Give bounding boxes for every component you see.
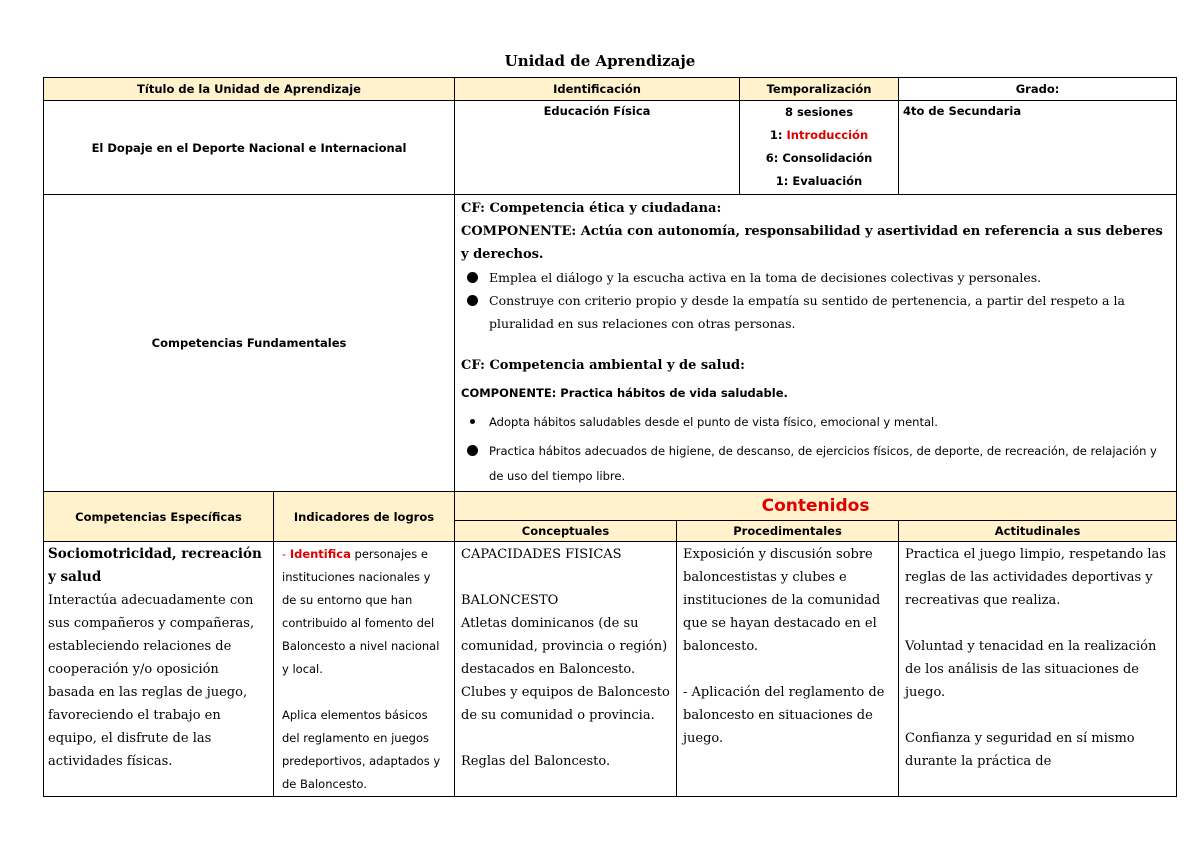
header-conceptuales: Conceptuales bbox=[455, 521, 677, 542]
header-actitudinales: Actitudinales bbox=[899, 521, 1177, 542]
header-indicadores: Indicadores de logros bbox=[274, 492, 455, 542]
unit-identificacion: Educación Física bbox=[455, 101, 740, 195]
header-titulo: Título de la Unidad de Aprendizaje bbox=[44, 78, 455, 101]
bullet-icon bbox=[467, 295, 478, 306]
bullet-icon bbox=[467, 272, 478, 283]
list-item: Practica hábitos adecuados de higiene, de descanso, de ejercicios físicos, de deporte, de recreación, de relajación y de uso del tiempo libre. bbox=[489, 439, 1170, 489]
cf2-componente: COMPONENTE: Practica hábitos de vida saludable. bbox=[461, 386, 788, 400]
unit-titulo: El Dopaje en el Deporte Nacional e Internacional bbox=[44, 101, 455, 195]
cf1-componente: COMPONENTE: Actúa con autonomía, responsabilidad y asertividad en referencia a sus deberes y derechos. bbox=[461, 224, 1163, 262]
bullet-icon bbox=[470, 419, 475, 424]
conceptuales-2: BALONCESTO bbox=[461, 593, 559, 608]
actitudinales-1: Practica el juego limpio, respetando las reglas de las actividades deportivas y recreativas que realiza. bbox=[905, 547, 1166, 608]
cf1-list bbox=[461, 266, 1170, 335]
sesiones-text: 8 sesiones bbox=[784, 105, 854, 119]
conceptuales-cell bbox=[455, 542, 677, 797]
conceptuales-1: CAPACIDADES FISICAS bbox=[461, 547, 622, 562]
introduccion-num: 1: bbox=[769, 128, 783, 142]
actitudinales-3: Confianza y seguridad en sí mismo durante la práctica de bbox=[905, 731, 1135, 769]
cf1-title: CF: Competencia ética y ciudadana: bbox=[461, 201, 722, 216]
header-temporalizacion: Temporalización bbox=[740, 78, 899, 101]
unit-grado: 4to de Secundaria bbox=[899, 101, 1177, 195]
introduccion-label: Introducción bbox=[786, 128, 869, 142]
header-grado: Grado: bbox=[899, 78, 1177, 101]
actitudinales-2: Voluntad y tenacidad en la realización de los análisis de las situaciones de juego. bbox=[905, 639, 1157, 700]
actitudinales-cell bbox=[899, 542, 1177, 797]
header-identificacion: Identificación bbox=[455, 78, 740, 101]
list-item: Emplea el diálogo y la escucha activa en la toma de decisiones colectivas y personales. bbox=[489, 266, 1170, 289]
unit-temporalizacion bbox=[740, 101, 899, 195]
indicador-1: - Identifica personajes e instituciones nacionales y de su entorno que han contribuido al fomento del Baloncesto a nivel nacional y local. bbox=[282, 547, 440, 676]
procedimentales-1: Exposición y discusión sobre baloncestistas y clubes e instituciones de la comunidad que se hayan destacado en el baloncesto. bbox=[683, 547, 881, 654]
competencia-title: Sociomotricidad, recreación y salud bbox=[48, 546, 262, 585]
learning-unit-table bbox=[43, 77, 1177, 797]
introduccion-line bbox=[744, 124, 894, 147]
header-procedimentales: Procedimentales bbox=[677, 521, 899, 542]
competencias-fundamentales-content bbox=[455, 195, 1177, 492]
evaluacion-text: 1: Evaluación bbox=[775, 174, 863, 188]
competencia-text: Interactúa adecuadamente con sus compañeros y compañeras, estableciendo relaciones de cooperación y/o oposición basada en las reglas de juego, favoreciendo el trabajo en equipo, el disfrute de las actividades físicas. bbox=[48, 593, 255, 769]
competencias-fundamentales-label: Competencias Fundamentales bbox=[44, 195, 455, 492]
page-title: Unidad de Aprendizaje bbox=[504, 52, 696, 70]
cf2-list bbox=[461, 410, 1170, 489]
header-competencias-especificas: Competencias Específicas bbox=[44, 492, 274, 542]
procedimentales-2: - Aplicación del reglamento de baloncesto en situaciones de juego. bbox=[683, 685, 885, 746]
indicadores-cell bbox=[274, 542, 455, 797]
competencia-especifica-cell bbox=[44, 542, 274, 797]
indicador-2: Aplica elementos básicos del reglamento en juegos predeportivos, adaptados y de Baloncesto. bbox=[282, 708, 441, 791]
header-contenidos: Contenidos bbox=[455, 492, 1177, 521]
cf2-title: CF: Competencia ambiental y de salud: bbox=[461, 358, 745, 373]
procedimentales-cell bbox=[677, 542, 899, 797]
consolidacion-text: 6: Consolidación bbox=[765, 151, 873, 165]
list-item: Construye con criterio propio y desde la empatía su sentido de pertenencia, a partir del respeto a la pluralidad en sus relaciones con otras personas. bbox=[489, 289, 1170, 335]
bullet-icon bbox=[467, 445, 478, 456]
conceptuales-4: Reglas del Baloncesto. bbox=[461, 754, 611, 769]
list-item: Adopta hábitos saludables desde el punto de vista físico, emocional y mental. bbox=[489, 410, 1170, 435]
conceptuales-3: Atletas dominicanos (de su comunidad, provincia o región) destacados en Baloncesto. Clubes y equipos de Baloncesto de su comunidad o provincia. bbox=[461, 616, 670, 723]
